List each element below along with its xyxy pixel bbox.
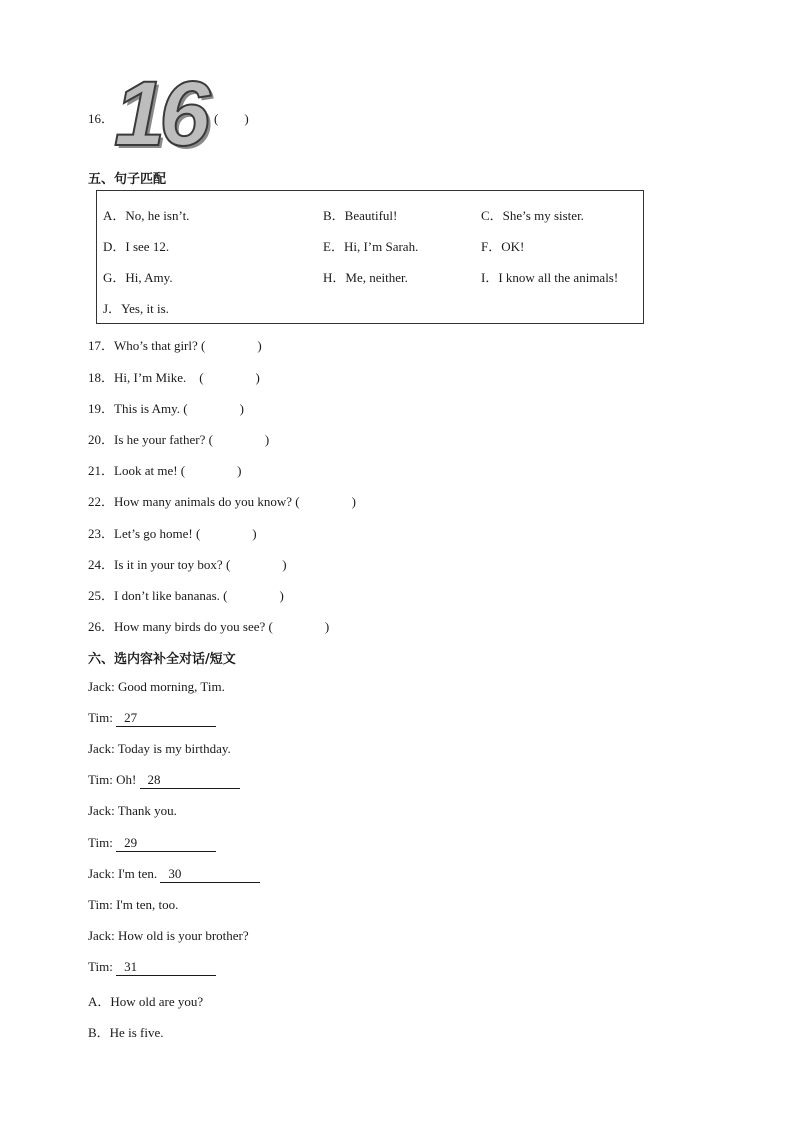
answer-blank-29[interactable]: 29 [116, 835, 216, 852]
question-20: 20．Is he your father? ( ) [88, 432, 270, 447]
question-23: 23．Let’s go home! ( ) [88, 526, 257, 541]
dialogue-line: Tim: 31 [88, 959, 216, 976]
dialogue-line: Jack: I'm ten. 30 [88, 866, 260, 883]
option-d: D．I see 12. [103, 239, 170, 254]
option-j: J．Yes, it is. [103, 301, 169, 316]
section-5-title: 五、句子匹配 [88, 172, 167, 187]
answer-blank-28[interactable]: 28 [140, 772, 240, 789]
option-b: B．Beautiful! [323, 208, 398, 223]
answer-blank-30[interactable]: 30 [160, 866, 260, 883]
question-18: 18．Hi, I’m Mike. ( ) [88, 370, 260, 385]
option-a: A．No, he isn’t. [103, 208, 190, 223]
question-17: 17．Who’s that girl? ( ) [88, 338, 262, 353]
question-21: 21．Look at me! ( ) [88, 463, 242, 478]
answer-blank-31[interactable]: 31 [116, 959, 216, 976]
dialogue-line: Jack: How old is your brother? [88, 928, 249, 943]
section-6-title: 六、选内容补全对话/短文 [88, 652, 236, 667]
dialogue-line: Jack: Today is my birthday. [88, 741, 231, 756]
option-h: H．Me, neither. [323, 270, 408, 285]
dialogue-line: Tim: Oh! 28 [88, 772, 240, 789]
question-24: 24．Is it in your toy box? ( ) [88, 557, 287, 572]
dialogue-line: Jack: Thank you. [88, 803, 177, 818]
option-i: I．I know all the animals! [481, 270, 619, 285]
question-26: 26．How many birds do you see? ( ) [88, 619, 330, 634]
answer-option-b: B．He is five. [88, 1025, 164, 1040]
options-box [96, 190, 644, 324]
option-f: F．OK! [481, 239, 525, 254]
answer-option-a: A．How old are you? [88, 994, 204, 1009]
question-22: 22．How many animals do you know? ( ) [88, 494, 356, 509]
dialogue-line: Tim: I'm ten, too. [88, 897, 179, 912]
option-c: C．She’s my sister. [481, 208, 584, 223]
question-19: 19．This is Amy. ( ) [88, 401, 244, 416]
question-25: 25．I don’t like bananas. ( ) [88, 588, 284, 603]
dialogue-line: Jack: Good morning, Tim. [88, 679, 225, 694]
number-16-picture: 16 [114, 63, 205, 165]
dialogue-line: Tim: 27 [88, 710, 216, 727]
answer-blank-27[interactable]: 27 [116, 710, 216, 727]
dialogue-line: Tim: 29 [88, 835, 216, 852]
option-e: E．Hi, I’m Sarah. [323, 239, 419, 254]
option-g: G．Hi, Amy. [103, 270, 173, 285]
question-16-number: 16． [88, 111, 115, 126]
question-16-answer-blank: ( ) [214, 111, 249, 126]
